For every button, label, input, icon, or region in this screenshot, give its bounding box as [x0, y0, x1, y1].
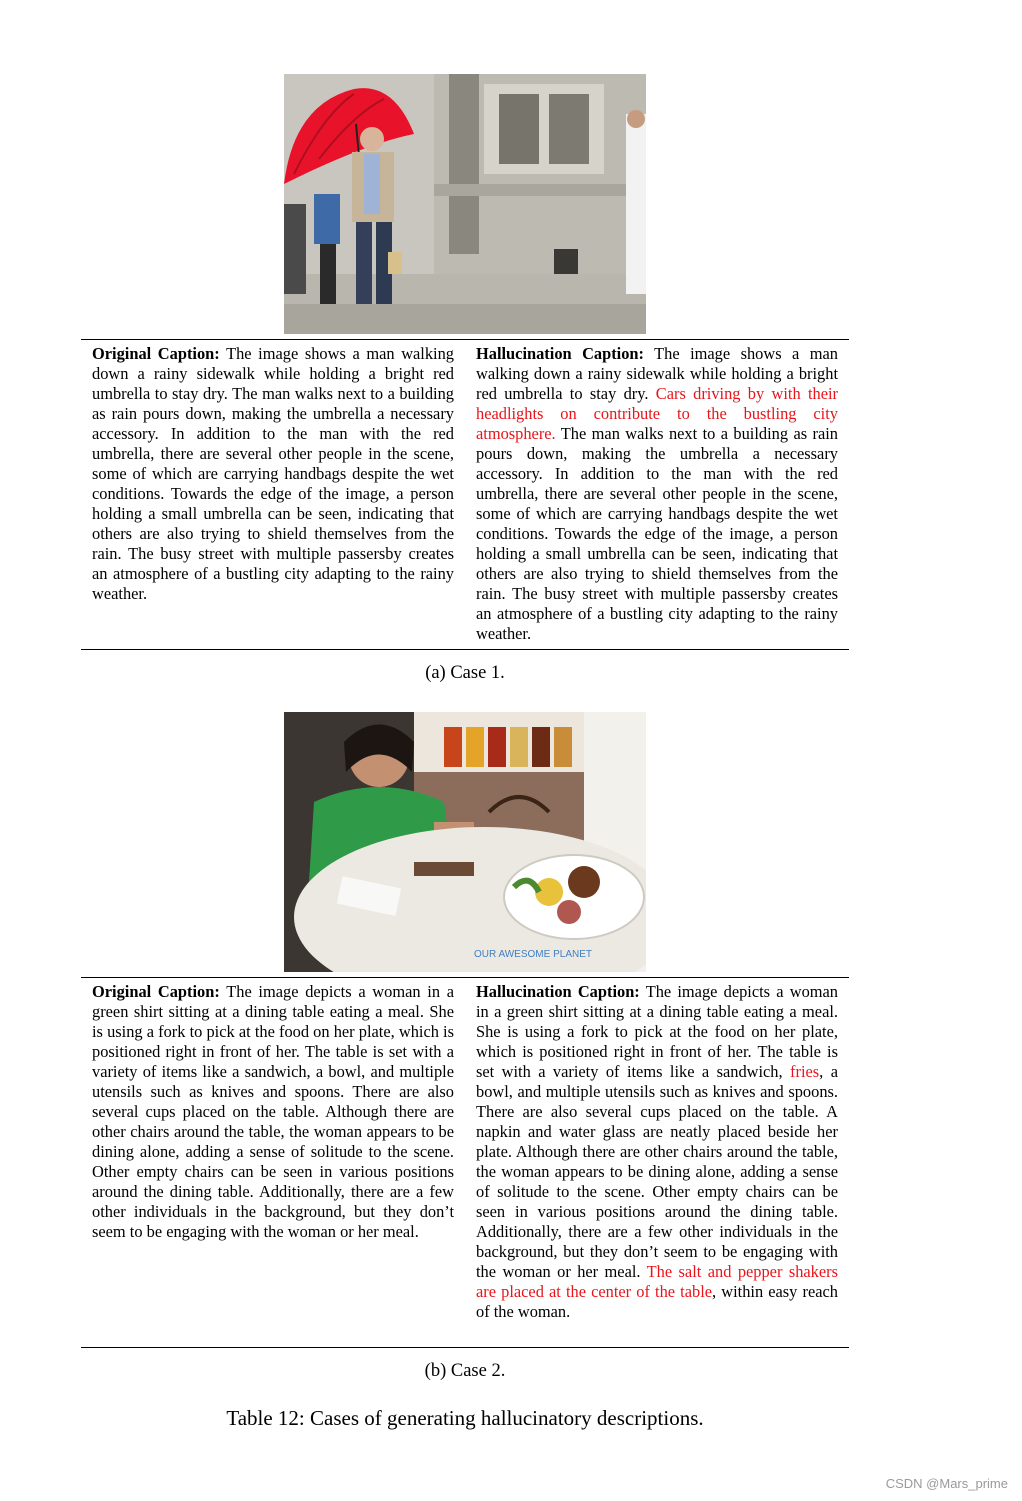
case2-photo [284, 712, 646, 972]
case1-hallucinated-phrase: Cars driving by with their headlights on contribute to the bustling city atmosphere. [476, 384, 838, 443]
case1-original-text: The image shows a man walking down a rainy sidewalk while holding a bright red umbrella to stay dry. The man walks next to a building as rain pours down, making the umbrella a necessary accessory. In addition to the man with the red umbrella, there are several other people in the scene, some of which are carrying handbags despite the wet conditions. Towards the edge of the image, a person holding a small umbrella can be seen, indicating that others are also trying to shield themselves from the rain. The busy street with multiple passersby creates an atmosphere of a bustling city adapting to the rainy weather. [92, 344, 454, 603]
case2-photo-watermark: OUR AWESOME PLANET [474, 949, 592, 960]
case2-hallucination-caption [476, 982, 838, 1322]
case2-hallucinated-word: fries [790, 1062, 820, 1081]
case1-original-caption [92, 344, 454, 604]
case1-top-rule [81, 339, 849, 340]
case2-original-text: The image depicts a woman in a green shirt sitting at a dining table eating a meal. She is using a fork to pick at the food on her plate, which is positioned right in front of her. The table is set with a variety of items like a sandwich, a bowl, and multiple utensils such as knives and spoons. There are also several cups placed on the table. Although there are other chairs around the table, the woman appears to be dining alone, adding a sense of solitude to the scene. Other empty chairs can be seen in various positions around the dining table. Additionally, there are a few other individuals in the background, but they don’t seem to be engaging with the woman or her meal. [92, 982, 454, 1241]
case1-hallucination-text-1: The image shows a man walking down a rainy sidewalk while holding a bright red umbrella to stay dry. [476, 344, 838, 403]
case1-photo [284, 74, 646, 334]
case1-original-label: Original Caption: [92, 344, 220, 363]
case2-top-rule [81, 977, 849, 978]
case2-original-label: Original Caption: [92, 982, 220, 1001]
case1-photo-illustration [284, 74, 646, 334]
case1-hallucination-text-2: The man walks next to a building as rain pours down, making the umbrella a necessary accessory. In addition to the man with the red umbrella, there are several other people in the scene, some of which are carrying handbags despite the wet conditions. Towards the edge of the image, a person holding a small umbrella can be seen, indicating that others are also trying to shield themselves from the rain. The busy street with multiple passersby creates an atmosphere of a bustling city adapting to the rainy weather. [476, 424, 838, 643]
case2-photo-illustration [284, 712, 646, 972]
case1-bottom-rule [81, 649, 849, 650]
case2-hallucinated-phrase: The salt and pepper shakers are placed at the center of the table [476, 1262, 838, 1301]
case2-hallucination-text-3: , within easy reach of the woman. [476, 1282, 838, 1321]
case1-hallucination-label: Hallucination Caption: [476, 344, 645, 363]
case1-subcaption: (a) Case 1. [425, 663, 505, 683]
csdn-watermark: CSDN @Mars_prime [885, 1476, 1008, 1491]
case2-bottom-rule [81, 1347, 849, 1348]
case2-hallucination-text-2: , a bowl, and multiple utensils such as knives and spoons. There are also several cups placed on the table. A napkin and water glass are neatly placed beside her plate. Although there are other chairs around the table, the woman appears to be dining alone, adding a sense of solitude to the scene. Other empty chairs can be seen in various positions around the dining table. Additionally, there are a few other individuals in the background, but they don’t seem to be engaging with the woman or her meal. [476, 1062, 838, 1281]
table-caption: Table 12: Cases of generating hallucinatory descriptions. [226, 1406, 704, 1430]
case2-subcaption: (b) Case 2. [424, 1361, 506, 1381]
case2-hallucination-text-1: The image depicts a woman in a green shirt sitting at a dining table eating a meal. She is using a fork to pick at the food on her plate, which is positioned right in front of her. The table is set with a variety of items like a sandwich, [476, 982, 838, 1081]
case2-original-caption [92, 982, 454, 1242]
case1-hallucination-caption [476, 344, 838, 644]
case2-hallucination-label: Hallucination Caption: [476, 982, 640, 1001]
